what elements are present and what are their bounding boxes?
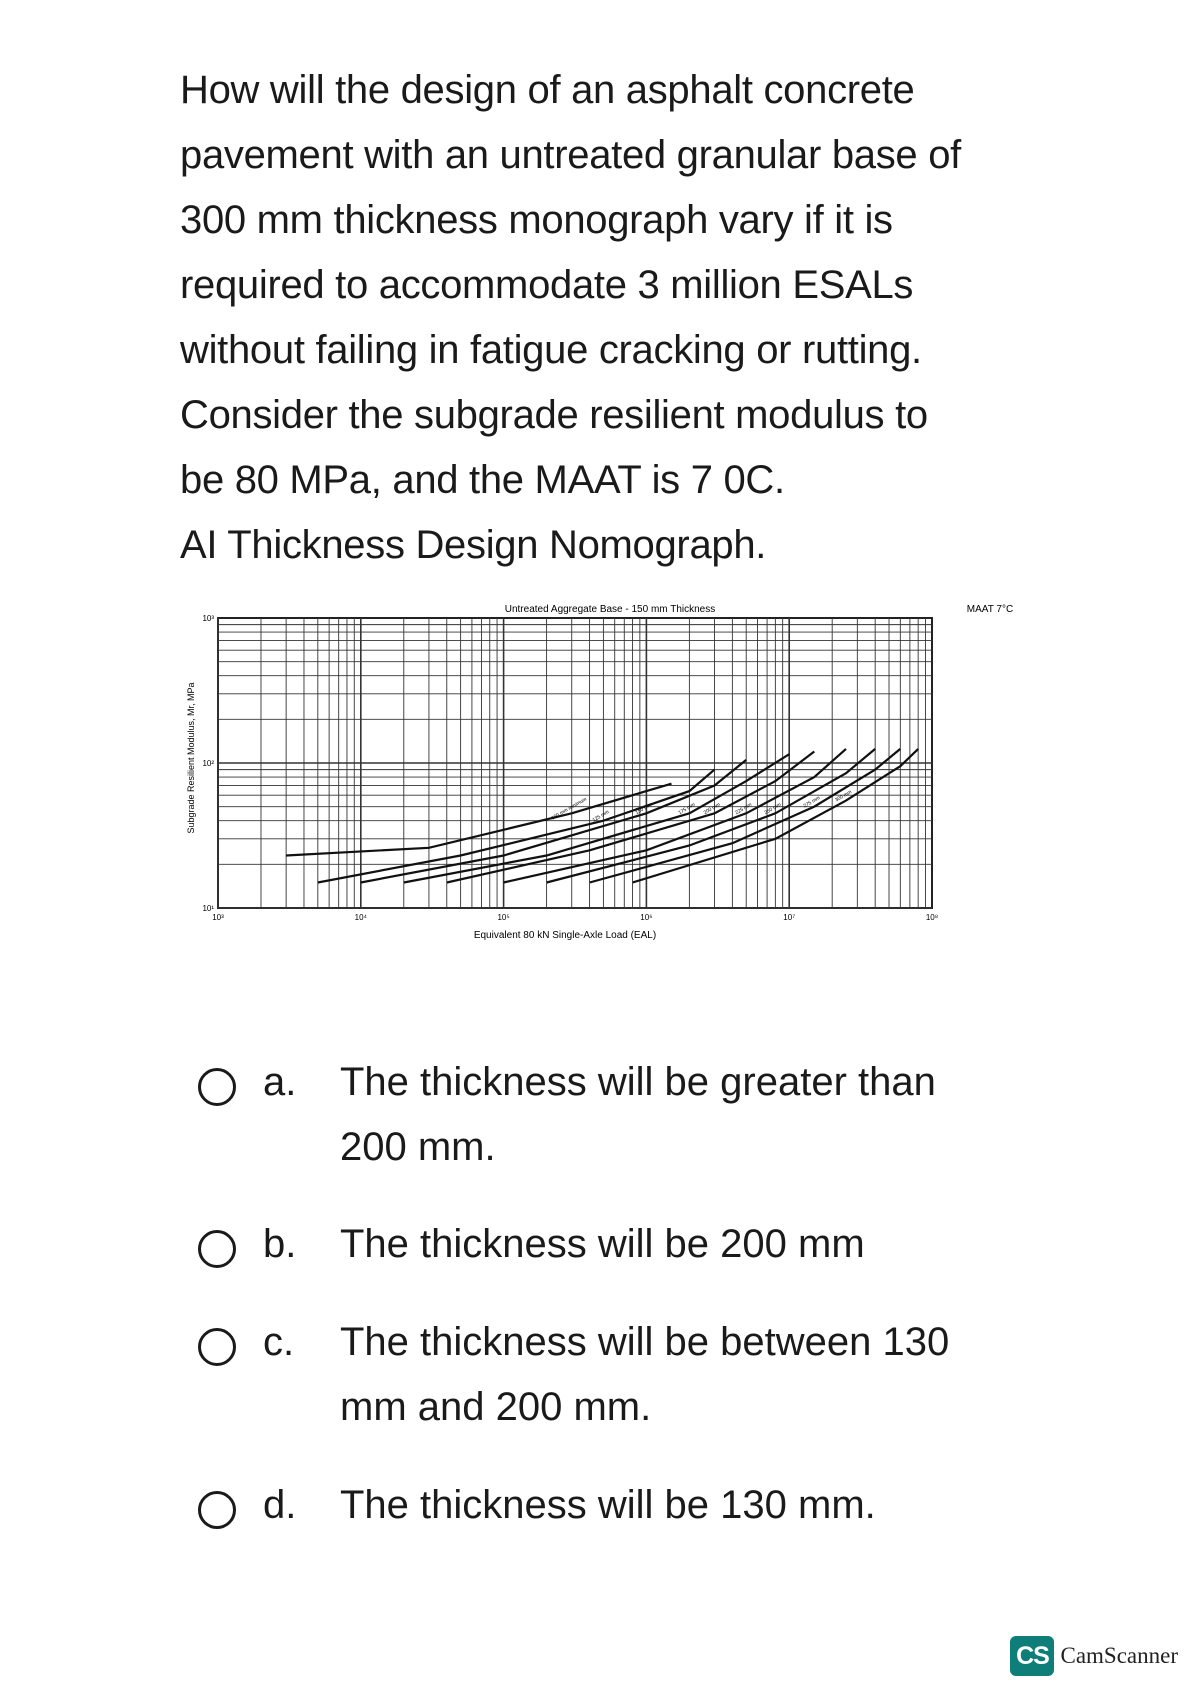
series-label: 125 mm — [591, 809, 611, 824]
question-line: 300 mm thickness monograph vary if it is — [180, 198, 893, 242]
y-tick-label: 10¹ — [202, 904, 214, 913]
question-line: AI Thickness Design Nomograph. — [180, 523, 767, 567]
option-d[interactable] — [195, 1473, 1095, 1538]
x-tick-label: 10⁷ — [783, 913, 796, 922]
series-label: 300 mm — [834, 789, 853, 804]
series-label: 200 mm — [702, 801, 722, 817]
option-letter: c. — [263, 1320, 295, 1364]
series-line — [286, 784, 671, 856]
series-label: 100 mm minimum — [550, 796, 588, 822]
camscanner-logo: CS — [1010, 1636, 1054, 1676]
series-label: 175 mm — [677, 801, 697, 817]
series-label: 225 mm — [734, 801, 754, 817]
option-letter: b. — [263, 1222, 297, 1266]
option-c[interactable] — [195, 1310, 1095, 1440]
radio-option-b[interactable] — [198, 1230, 236, 1268]
nomograph-svg — [186, 598, 1020, 978]
x-tick-label: 10³ — [212, 913, 224, 922]
option-text-line: The thickness will be greater than — [340, 1060, 936, 1104]
question-line: Consider the subgrade resilient modulus to — [180, 393, 928, 437]
question-line: How will the design of an asphalt concrete — [180, 68, 915, 112]
x-tick-label: 10⁶ — [640, 913, 653, 922]
option-text — [340, 1310, 1040, 1440]
x-tick-label: 10⁵ — [497, 913, 510, 922]
option-text-line: 200 mm. — [340, 1125, 496, 1169]
question-line: without failing in fatigue cracking or rutting. — [180, 328, 922, 372]
series-label: 275 mm — [802, 795, 822, 810]
camscanner-name: CamScanner — [1060, 1643, 1178, 1668]
option-a[interactable] — [195, 1050, 1095, 1180]
chart-corner-label: MAAT 7°C — [966, 604, 1014, 615]
x-tick-label: 10⁴ — [354, 913, 367, 922]
question-text — [180, 58, 1080, 578]
radio-option-c[interactable] — [198, 1328, 236, 1366]
question-line: pavement with an untreated granular base of — [180, 133, 961, 177]
camscanner-watermark — [1010, 1636, 1178, 1676]
option-text — [340, 1050, 1040, 1180]
series-label: 150 mm — [634, 801, 654, 817]
radio-option-a[interactable] — [198, 1068, 236, 1106]
option-b[interactable] — [195, 1212, 1095, 1277]
option-text: The thickness will be 200 mm — [340, 1222, 865, 1266]
option-letter: d. — [263, 1483, 297, 1527]
nomograph-chart — [186, 598, 1020, 978]
x-tick-label: 10⁸ — [925, 913, 939, 922]
y-tick-label: 10³ — [202, 614, 214, 623]
question-line: be 80 MPa, and the MAAT is 7 0C. — [180, 458, 785, 502]
y-tick-label: 10² — [202, 759, 214, 768]
chart-title: Untreated Aggregate Base - 150 mm Thickness — [504, 604, 716, 615]
option-text-line: The thickness will be between 130 — [340, 1320, 950, 1364]
chart-x-label: Equivalent 80 kN Single-Axle Load (EAL) — [473, 930, 657, 941]
question-line: required to accommodate 3 million ESALs — [180, 263, 914, 307]
radio-option-d[interactable] — [198, 1491, 236, 1529]
chart-y-label: Subgrade Resilient Modulus, Mr, MPa — [186, 682, 196, 834]
option-text-line: mm and 200 mm. — [340, 1385, 652, 1429]
option-text: The thickness will be 130 mm. — [340, 1483, 876, 1527]
option-letter: a. — [263, 1060, 297, 1104]
series-label: 250 mm — [763, 801, 783, 817]
answer-options — [195, 1050, 1095, 1527]
